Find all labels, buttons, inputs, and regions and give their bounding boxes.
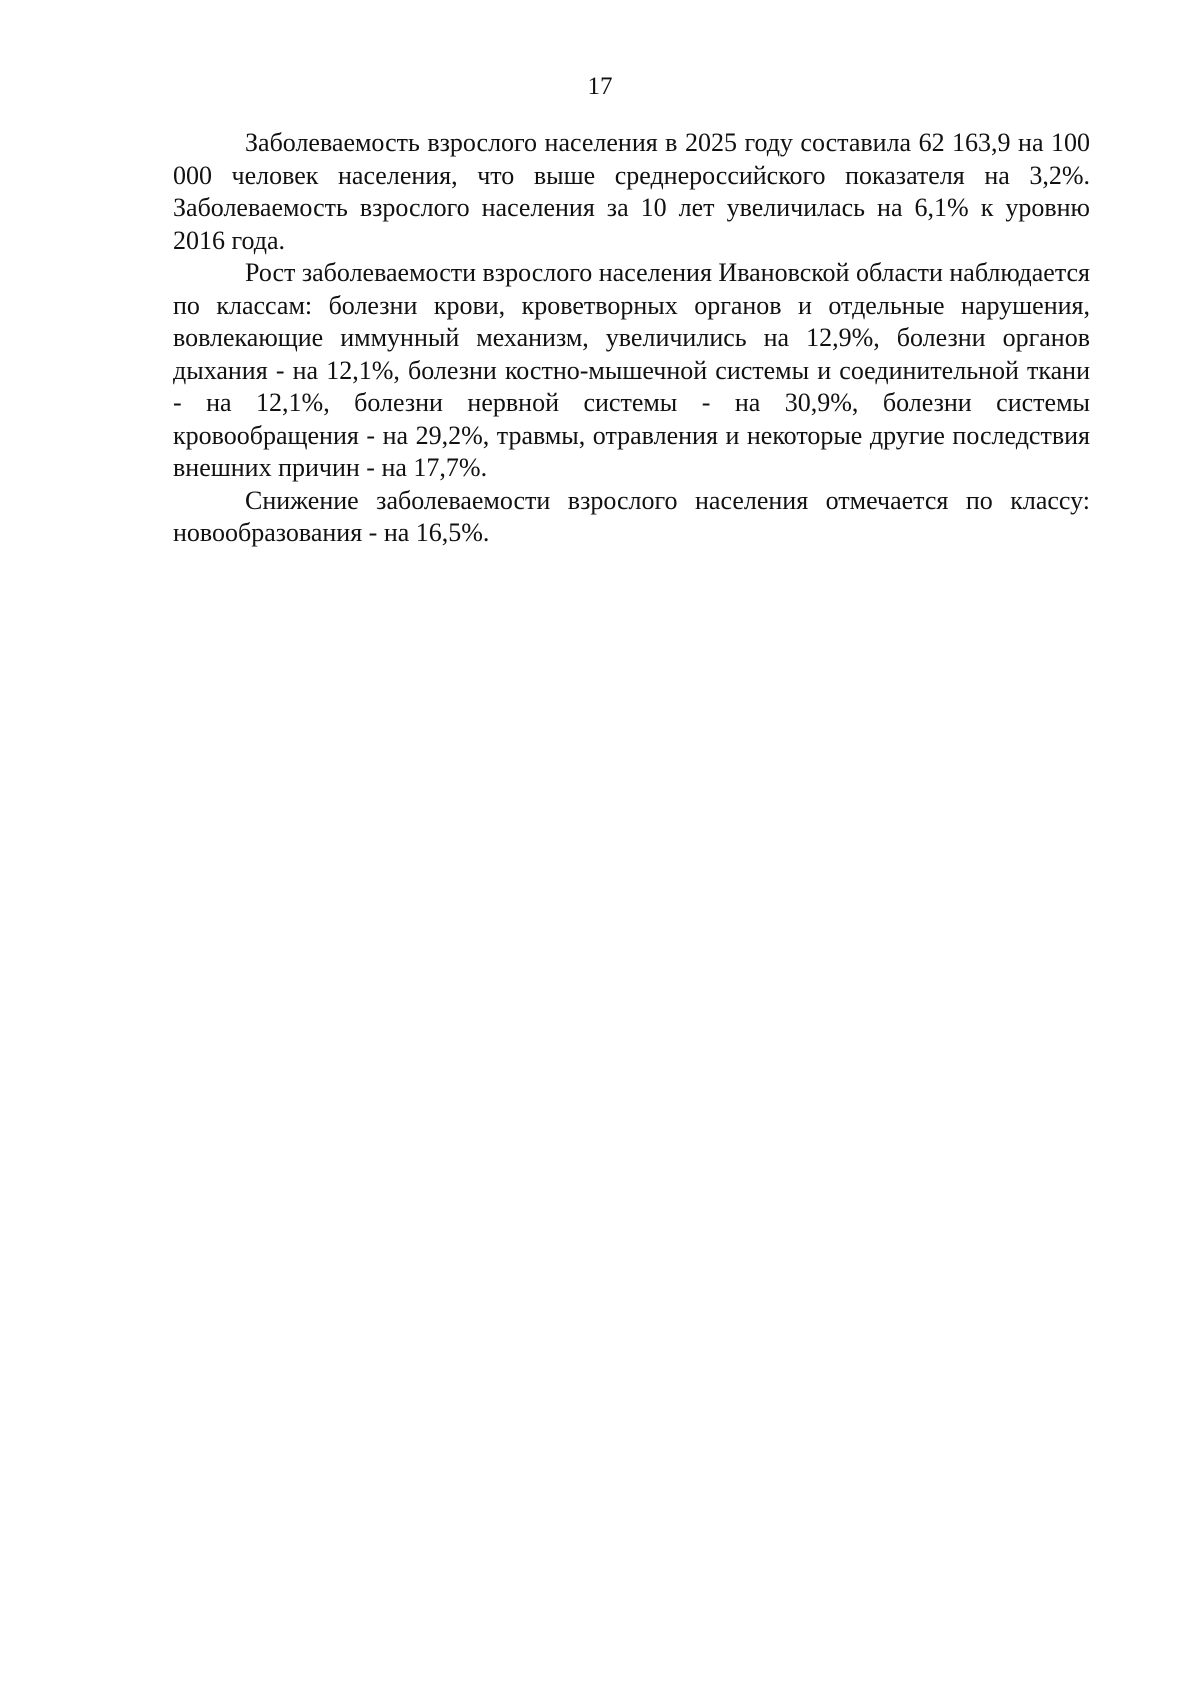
paragraph-morbidity-decrease: Снижение заболеваемости взрослого населения отмечается по классу: новообразования - на 16,5%. bbox=[173, 485, 1090, 547]
paragraph-adult-morbidity: Заболеваемость взрослого населения в 2025 году составила 62 163,9 на 100 000 человек населения, что выше среднероссийского показателя на 3,2%. Заболеваемость взрослого населения за 10 лет увеличилась на 6,1% к уровню 2016 года. bbox=[173, 128, 1090, 255]
page-number: 17 bbox=[587, 73, 613, 100]
paragraph-morbidity-growth: Рост заболеваемости взрослого населения Ивановской области наблюдается по классам: болезни крови, кроветворных органов и отдельные нарушения, вовлекающие иммунный механизм, увеличились на 12,9%, болезни органов дыхания - на 12,1%, болезни костно-мышечной системы и соединительной ткани - на 12,1%, болезни нервной системы - на 30,9%, болезни системы кровообращения - на 29,2%, травмы, отравления и некоторые другие последствия внешних причин - на 17,7%. bbox=[173, 258, 1090, 482]
document-body bbox=[173, 127, 1090, 550]
